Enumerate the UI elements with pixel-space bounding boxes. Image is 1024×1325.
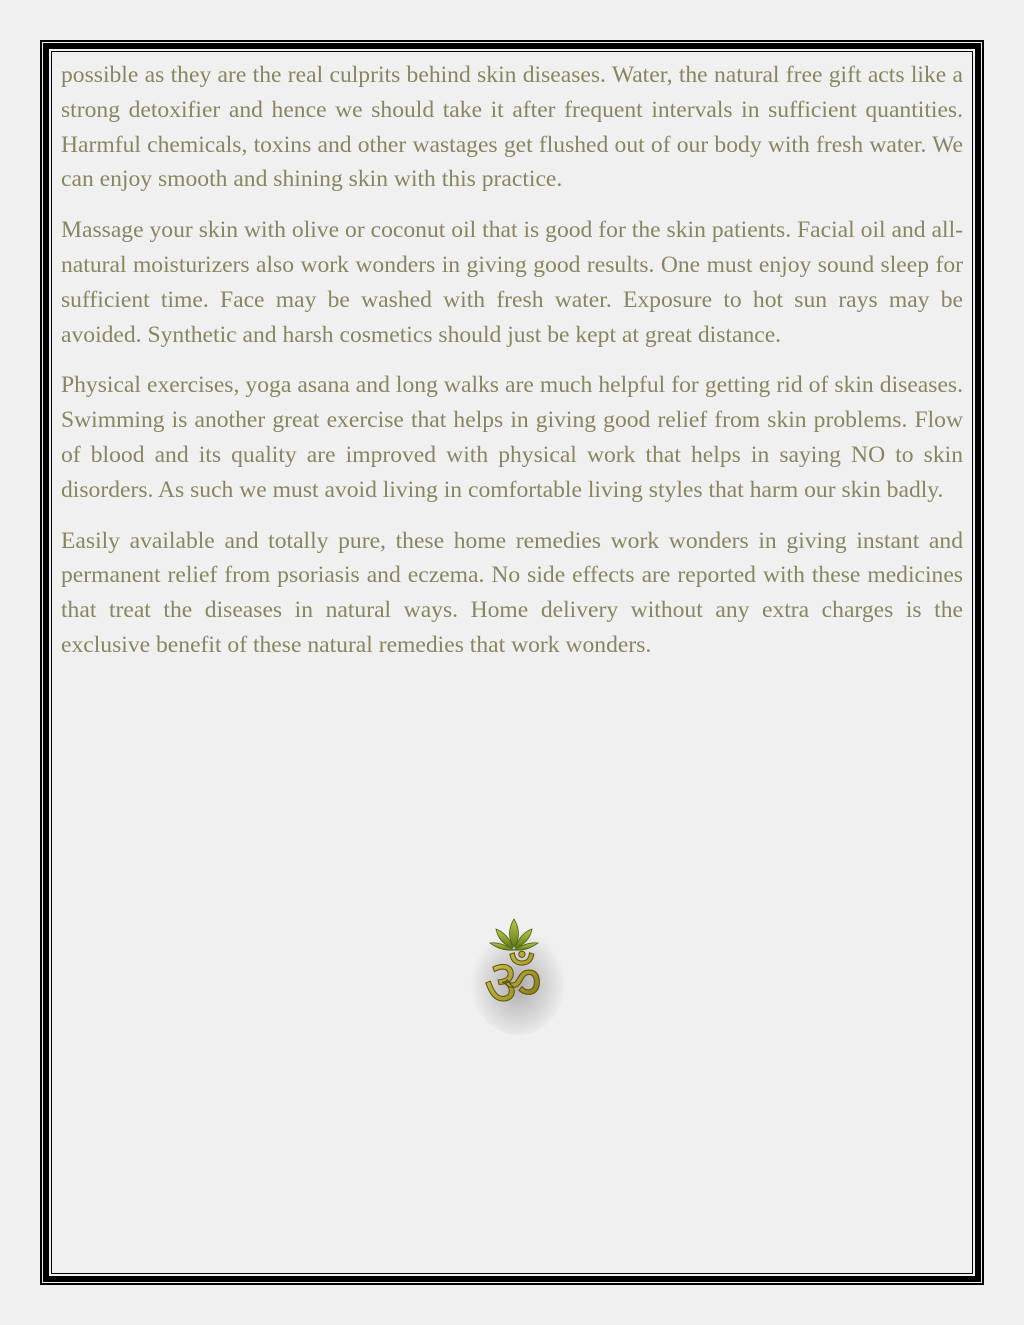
om-lotus-icon [460,905,570,1035]
svg-text:ॐ: ॐ [483,947,543,1021]
paragraph-massage-oil: Massage your skin with olive or coconut oil that is good for the skin patients. Facial oil and all-natural moisturizers also work wonders in giving good results. One must enjoy sound sleep for sufficient time. Face may be washed with fresh water. Exposure to hot sun rays may be avoided. Synthetic and harsh cosmetics should just be kept at great distance. [61,217,963,348]
paragraph-home-remedies: Easily available and totally pure, these home remedies work wonders in giving instant and permanent relief from psoriasis and eczema. No side effects are reported with these medicines that treat the diseases in natural ways. Home delivery without any extra charges is the exclusive benefit of these natural remedies that work wonders. [61,527,963,658]
paragraph-water-detox: possible as they are the real culprits behind skin diseases. Water, the natural free gift acts like a strong detoxifier and hence we should take it after frequent intervals in sufficient quantities. Harmful chemicals, toxins and other wastages get flushed out of our body with fresh water. We can enjoy smooth and shining skin with this practice. [61,62,963,193]
paragraph-physical-exercise: Physical exercises, yoga asana and long walks are much helpful for getting rid of skin diseases. Swimming is another great exercise that helps in giving good relief from skin problems. Flow of blood and its quality are improved with physical work that helps in saying NO to skin disorders. As such we must avoid living in comfortable living styles that harm our skin badly. [61,372,963,503]
document-body [61,58,963,679]
